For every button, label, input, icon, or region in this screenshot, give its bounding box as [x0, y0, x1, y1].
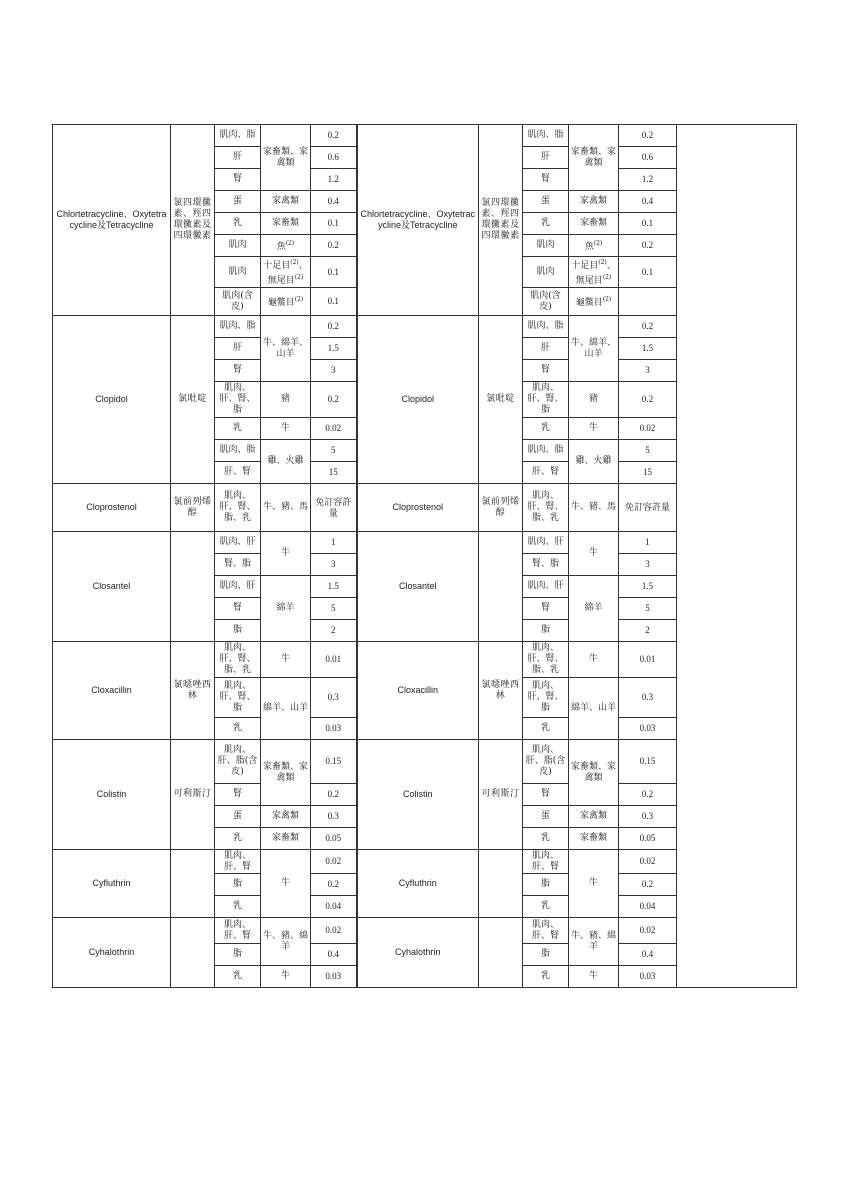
drug-name: Cloxacillin — [53, 642, 171, 740]
drug-name: Cloprostenol — [53, 484, 171, 532]
tissue-cell: 肌肉、肝、脂(含皮) — [523, 740, 569, 784]
species-cell: 牛、綿羊、山羊 — [261, 316, 311, 382]
tissue-cell: 肌肉、肝、腎、脂、乳 — [215, 484, 261, 532]
limit-value-cell: 15 — [619, 462, 677, 484]
species-cell: 牛、豬、綿羊 — [569, 918, 619, 966]
limit-value-cell: 0.02 — [311, 850, 357, 874]
tissue-cell: 腎 — [523, 169, 569, 191]
limit-value-cell: 0.1 — [619, 257, 677, 288]
tissue-cell: 肌肉、肝、腎、脂、乳 — [523, 484, 569, 532]
limit-value-cell: 0.3 — [619, 678, 677, 718]
tissue-cell: 乳 — [523, 718, 569, 740]
limit-value-cell: 0.6 — [311, 147, 357, 169]
species-cell: 綿羊、山羊 — [261, 678, 311, 740]
tissue-cell: 肝、腎 — [523, 462, 569, 484]
limit-value-cell: 2 — [311, 620, 357, 642]
tissue-cell: 肌肉、肝、腎、脂 — [523, 382, 569, 418]
limit-value-cell: 0.01 — [619, 642, 677, 678]
drug-chinese-name — [479, 918, 523, 988]
tissue-cell: 脂 — [215, 874, 261, 896]
drug-name: Cyhalothrin — [53, 918, 171, 988]
drug-name: Cloxacillin — [357, 642, 479, 740]
tissue-cell: 肌肉(含皮) — [215, 288, 261, 316]
limit-value-cell: 0.2 — [619, 784, 677, 806]
limit-value-cell: 0.02 — [311, 918, 357, 944]
drug-name: Colistin — [357, 740, 479, 850]
tissue-cell: 肌肉、肝、腎、脂 — [523, 678, 569, 718]
limit-value-cell: 0.1 — [311, 257, 357, 288]
drug-chinese-name — [479, 532, 523, 642]
tissue-cell: 脂 — [215, 620, 261, 642]
limit-value-cell: 0.2 — [619, 382, 677, 418]
tissue-cell: 乳 — [215, 718, 261, 740]
tissue-cell: 腎 — [215, 784, 261, 806]
tissue-cell: 蛋 — [523, 191, 569, 213]
tissue-cell: 脂 — [523, 944, 569, 966]
limit-value-cell: 1 — [311, 532, 357, 554]
species-cell: 家畜類 — [569, 828, 619, 850]
limit-value-cell: 15 — [311, 462, 357, 484]
remarks-column — [677, 125, 797, 988]
drug-name: Chlortetracycline、Oxytetracycline及Tetracycline — [53, 125, 171, 316]
species-cell: 牛 — [569, 418, 619, 440]
tissue-cell: 肌肉、脂 — [523, 316, 569, 338]
tissue-cell: 腎 — [523, 360, 569, 382]
limit-value-cell: 3 — [619, 360, 677, 382]
limit-value-cell: 0.05 — [619, 828, 677, 850]
species-cell: 牛 — [261, 850, 311, 918]
tissue-cell: 腎 — [215, 169, 261, 191]
tissue-cell: 肝 — [215, 147, 261, 169]
limit-value-cell: 0.15 — [619, 740, 677, 784]
species-cell: 十足目$^{(2)}$、無尾目$^{(2)}$ — [569, 257, 619, 288]
tissue-cell: 肌肉、肝、腎、脂 — [215, 678, 261, 718]
limit-value-cell: 0.03 — [619, 718, 677, 740]
species-cell: 豬 — [569, 382, 619, 418]
limit-value-cell: 0.2 — [619, 316, 677, 338]
drug-chinese-name: 氯吡啶 — [479, 316, 523, 484]
tissue-cell: 肌肉 — [215, 235, 261, 257]
limit-value-cell: 0.2 — [619, 235, 677, 257]
species-cell: 龜鱉目$^{(2)}$ — [569, 288, 619, 316]
tissue-cell: 乳 — [523, 966, 569, 988]
drug-name: Clopidol — [53, 316, 171, 484]
tissue-cell: 肌肉 — [523, 235, 569, 257]
tissue-cell: 肌肉 — [523, 257, 569, 288]
drug-chinese-name: 氯四環黴素、羥四環黴素及四環黴素 — [171, 125, 215, 316]
limit-value-cell: 0.2 — [311, 235, 357, 257]
tissue-cell: 肝 — [215, 338, 261, 360]
tissue-cell: 腎 — [215, 360, 261, 382]
limit-value-cell: 1.5 — [311, 576, 357, 598]
limit-value-cell: 0.1 — [311, 213, 357, 235]
tissue-cell: 乳 — [215, 896, 261, 918]
species-cell: 綿羊、山羊 — [569, 678, 619, 740]
limit-value-cell: 0.4 — [619, 191, 677, 213]
limit-value-cell: 3 — [311, 360, 357, 382]
drug-chinese-name: 氯前列烯醇 — [171, 484, 215, 532]
limit-value-cell: 0.4 — [619, 944, 677, 966]
species-cell: 牛 — [569, 850, 619, 918]
tissue-cell: 肌肉、肝 — [523, 576, 569, 598]
species-cell: 牛、豬、馬 — [569, 484, 619, 532]
limit-value-cell: 0.03 — [311, 966, 357, 988]
limit-value-cell: 1.5 — [619, 338, 677, 360]
limit-value-cell: 免訂容許量 — [311, 484, 357, 532]
tissue-cell: 肌肉、肝、腎、脂、乳 — [215, 642, 261, 678]
limit-value-cell: 1.5 — [311, 338, 357, 360]
tissue-cell: 肌肉、肝 — [523, 532, 569, 554]
limit-value-cell: 0.04 — [311, 896, 357, 918]
limit-value-cell: 2 — [619, 620, 677, 642]
tissue-cell: 肌肉、肝、脂(含皮) — [215, 740, 261, 784]
species-cell: 牛、豬、馬 — [261, 484, 311, 532]
table-row — [53, 125, 797, 147]
drug-name: Chlortetracycline、Oxytetracycline及Tetracycline — [357, 125, 479, 316]
limit-value-cell: 0.4 — [311, 944, 357, 966]
tissue-cell: 肌肉、肝、腎 — [215, 918, 261, 944]
tissue-cell: 乳 — [523, 828, 569, 850]
drug-name: Cyfluthrin — [53, 850, 171, 918]
tissue-cell: 肌肉、肝 — [215, 532, 261, 554]
species-cell: 魚$^{(2)}$ — [261, 235, 311, 257]
species-cell: 綿羊 — [569, 576, 619, 642]
species-cell: 牛、綿羊、山羊 — [569, 316, 619, 382]
species-cell: 牛 — [569, 966, 619, 988]
limit-value-cell: 0.3 — [311, 678, 357, 718]
drug-name: Closantel — [357, 532, 479, 642]
species-cell: 家畜類、家禽類 — [261, 740, 311, 806]
species-cell: 牛 — [569, 642, 619, 678]
limit-value-cell: 0.03 — [619, 966, 677, 988]
drug-chinese-name: 氯噁唑西林 — [479, 642, 523, 740]
tissue-cell: 乳 — [215, 966, 261, 988]
species-cell: 牛 — [261, 966, 311, 988]
tissue-cell: 肌肉、脂 — [523, 440, 569, 462]
species-cell: 家畜類 — [569, 213, 619, 235]
tissue-cell: 脂 — [523, 620, 569, 642]
limit-value-cell: 0.01 — [311, 642, 357, 678]
tissue-cell: 脂 — [215, 944, 261, 966]
drug-name: Closantel — [53, 532, 171, 642]
tissue-cell: 乳 — [523, 213, 569, 235]
species-cell: 牛 — [261, 532, 311, 576]
tissue-cell: 肌肉、肝、腎 — [523, 918, 569, 944]
drug-chinese-name: 氯四環黴素、羥四環黴素及四環黴素 — [479, 125, 523, 316]
limit-value-cell: 0.05 — [311, 828, 357, 850]
drug-chinese-name — [479, 850, 523, 918]
drug-name: Clopidol — [357, 316, 479, 484]
species-cell: 魚$^{(2)}$ — [569, 235, 619, 257]
tissue-cell: 肝 — [523, 338, 569, 360]
tissue-cell: 肌肉(含皮) — [523, 288, 569, 316]
drug-name: Cyfluthrin — [357, 850, 479, 918]
limit-value-cell: 0.1 — [619, 213, 677, 235]
tissue-cell: 肌肉、肝、腎 — [523, 850, 569, 874]
limit-value-cell: 5 — [311, 598, 357, 620]
species-cell: 家禽類 — [569, 191, 619, 213]
limit-value-cell: 0.6 — [619, 147, 677, 169]
species-cell: 龜鱉目$^{(2)}$ — [261, 288, 311, 316]
species-cell: 牛 — [261, 642, 311, 678]
tissue-cell: 腎 — [523, 598, 569, 620]
drug-chinese-name: 氯前列烯醇 — [479, 484, 523, 532]
limit-value-cell: 0.1 — [311, 288, 357, 316]
drug-chinese-name — [171, 918, 215, 988]
limit-value-cell: 5 — [619, 598, 677, 620]
drug-name: Cyhalothrin — [357, 918, 479, 988]
tissue-cell: 肌肉、肝、腎 — [215, 850, 261, 874]
tissue-cell: 肌肉、肝、腎、脂 — [215, 382, 261, 418]
species-cell: 家畜類 — [261, 828, 311, 850]
tissue-cell: 肌肉、脂 — [215, 316, 261, 338]
limit-value-cell: 1.2 — [311, 169, 357, 191]
species-cell: 十足目$^{(2)}$、無尾目$^{(2)}$ — [261, 257, 311, 288]
tissue-cell: 乳 — [523, 896, 569, 918]
limit-value-cell: 0.02 — [619, 918, 677, 944]
tissue-cell: 乳 — [523, 418, 569, 440]
limit-value-cell: 0.2 — [311, 382, 357, 418]
species-cell: 牛、豬、綿羊 — [261, 918, 311, 966]
tissue-cell: 脂 — [523, 874, 569, 896]
limit-value-cell: 0.02 — [311, 418, 357, 440]
limit-value-cell: 1.2 — [619, 169, 677, 191]
tissue-cell: 肌肉、肝 — [215, 576, 261, 598]
tissue-cell: 蛋 — [523, 806, 569, 828]
tissue-cell: 肌肉、脂 — [523, 125, 569, 147]
drug-chinese-name: 可利斯汀 — [171, 740, 215, 850]
limit-value-cell: 5 — [311, 440, 357, 462]
limit-value-cell: 0.3 — [311, 806, 357, 828]
limit-value-cell: 3 — [619, 554, 677, 576]
drug-name: Cloprostenol — [357, 484, 479, 532]
limit-value-cell: 1 — [619, 532, 677, 554]
limit-value-cell: 0.2 — [311, 125, 357, 147]
limit-value-cell: 0.02 — [619, 418, 677, 440]
species-cell: 雞、火雞 — [569, 440, 619, 484]
tissue-cell: 蛋 — [215, 806, 261, 828]
species-cell: 牛 — [569, 532, 619, 576]
limit-value-cell: 1.5 — [619, 576, 677, 598]
drug-chinese-name: 氯吡啶 — [171, 316, 215, 484]
tissue-cell: 乳 — [215, 213, 261, 235]
limit-value-cell: 0.2 — [311, 784, 357, 806]
tissue-cell: 肌肉、脂 — [215, 125, 261, 147]
tissue-cell: 乳 — [215, 828, 261, 850]
limit-value-cell: 0.2 — [619, 874, 677, 896]
species-cell: 家畜類、家禽類 — [569, 125, 619, 191]
species-cell: 牛 — [261, 418, 311, 440]
limit-value-cell: 0.4 — [311, 191, 357, 213]
drug-chinese-name: 可利斯汀 — [479, 740, 523, 850]
tissue-cell: 腎、脂 — [215, 554, 261, 576]
limit-value-cell: 免訂容許量 — [619, 484, 677, 532]
tissue-cell: 蛋 — [215, 191, 261, 213]
limit-value-cell: 0.04 — [619, 896, 677, 918]
tissue-cell: 肌肉 — [215, 257, 261, 288]
limit-value-cell: 0.02 — [619, 850, 677, 874]
species-cell: 家禽類 — [261, 806, 311, 828]
residue-limit-comparison-table — [52, 124, 797, 988]
limit-value-cell: 0.2 — [311, 874, 357, 896]
tissue-cell: 乳 — [215, 418, 261, 440]
tissue-cell: 腎 — [215, 598, 261, 620]
limit-value-cell: 3 — [311, 554, 357, 576]
drug-chinese-name — [171, 850, 215, 918]
species-cell: 綿羊 — [261, 576, 311, 642]
regulation-table-page — [52, 124, 797, 988]
drug-chinese-name: 氯噁唑西林 — [171, 642, 215, 740]
limit-value-cell: 0.2 — [311, 316, 357, 338]
species-cell: 家禽類 — [569, 806, 619, 828]
tissue-cell: 肌肉、肝、腎、脂、乳 — [523, 642, 569, 678]
limit-value-cell: 0.15 — [311, 740, 357, 784]
drug-name: Colistin — [53, 740, 171, 850]
tissue-cell: 腎、脂 — [523, 554, 569, 576]
drug-chinese-name — [171, 532, 215, 642]
limit-value-cell: 0.3 — [619, 806, 677, 828]
tissue-cell: 肝 — [523, 147, 569, 169]
tissue-cell: 肝、腎 — [215, 462, 261, 484]
species-cell: 家畜類、家禽類 — [569, 740, 619, 806]
tissue-cell: 肌肉、脂 — [215, 440, 261, 462]
species-cell: 豬 — [261, 382, 311, 418]
species-cell: 雞、火雞 — [261, 440, 311, 484]
species-cell: 家禽類 — [261, 191, 311, 213]
species-cell: 家畜類 — [261, 213, 311, 235]
limit-value-cell — [619, 288, 677, 316]
tissue-cell: 腎 — [523, 784, 569, 806]
limit-value-cell: 5 — [619, 440, 677, 462]
limit-value-cell: 0.2 — [619, 125, 677, 147]
species-cell: 家畜類、家禽類 — [261, 125, 311, 191]
limit-value-cell: 0.03 — [311, 718, 357, 740]
